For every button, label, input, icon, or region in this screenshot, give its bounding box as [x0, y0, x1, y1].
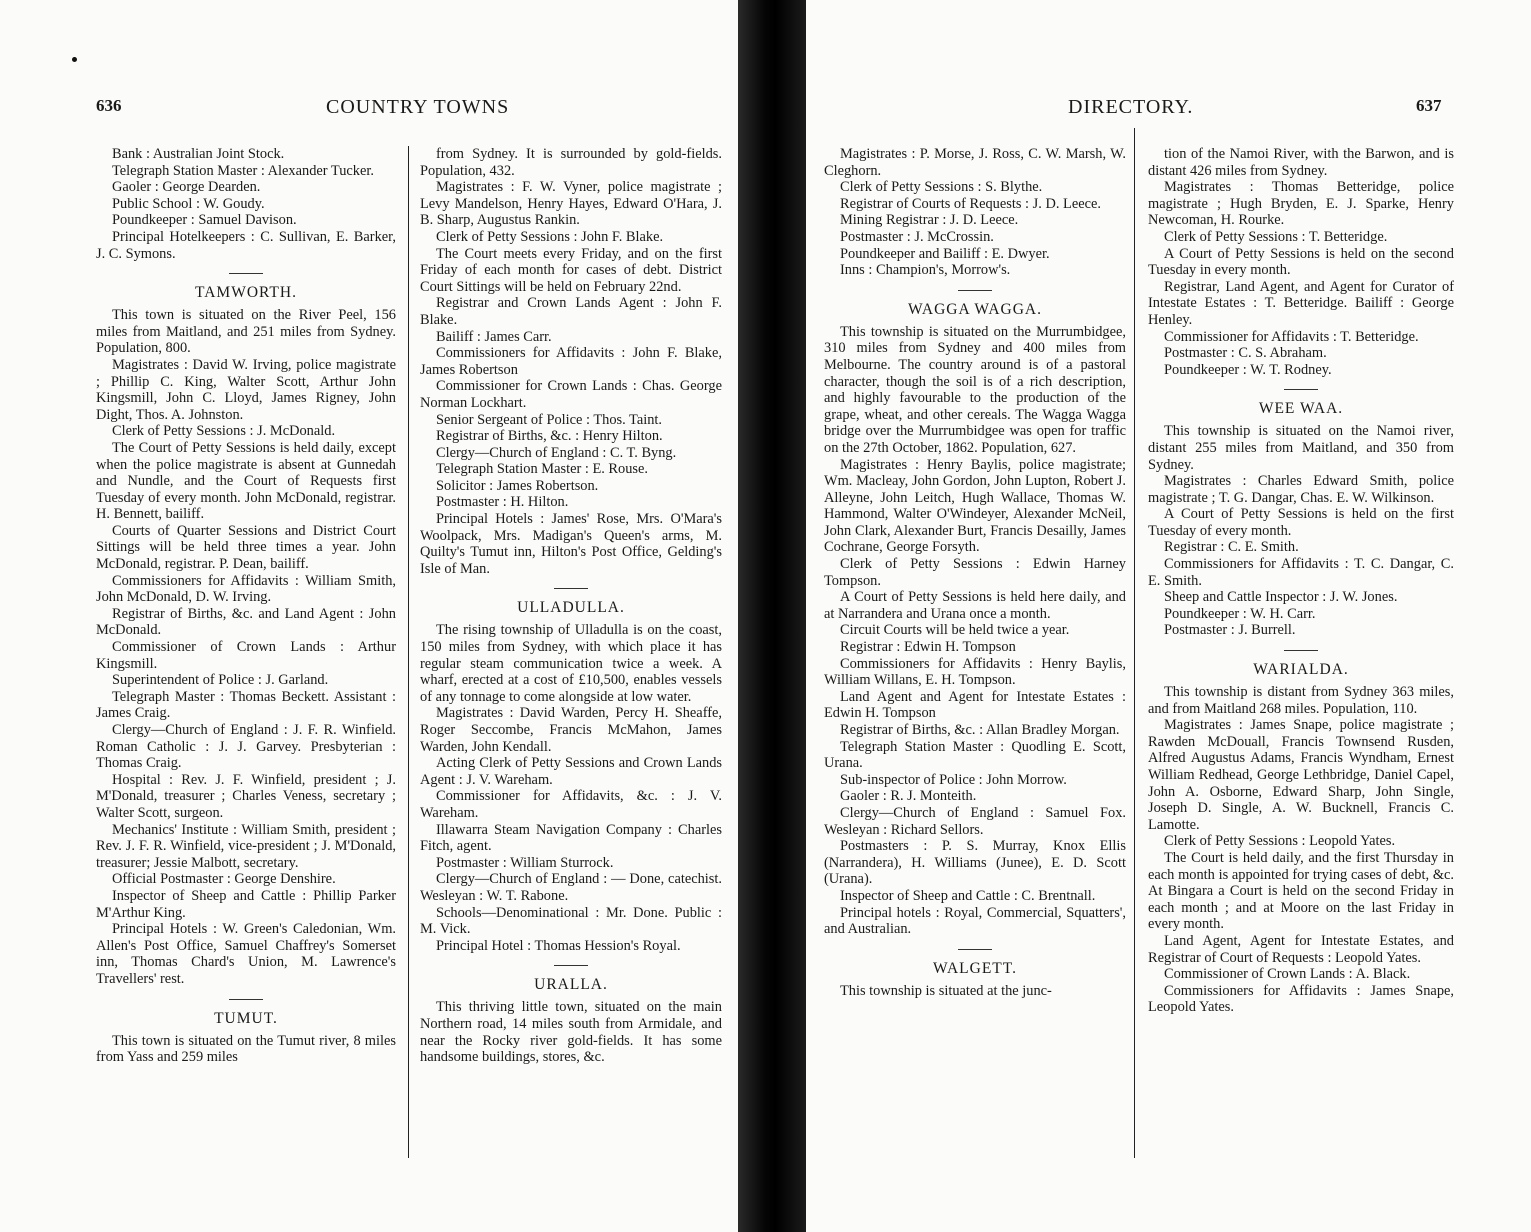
directory-entry: from Sydney. It is surrounded by gold-fields. Population, 432.: [420, 146, 722, 179]
directory-entry: Postmaster : J. Burrell.: [1164, 622, 1296, 639]
directory-entry: Registrar of Births, &c. : Henry Hilton.: [436, 428, 663, 445]
directory-entry: Magistrates : Charles Edward Smith, police magistrate ; T. G. Dangar, Chas. E. W. Wilkinson.: [1148, 473, 1454, 506]
directory-entry: Postmaster : William Sturrock.: [436, 854, 614, 871]
town-heading: ULLADULLA.: [517, 599, 625, 617]
directory-entry: Registrar and Crown Lands Agent : John F. Blake.: [420, 295, 722, 328]
town-heading: WARIALDA.: [1253, 661, 1349, 679]
directory-entry: Commissioners for Affidavits : T. C. Dangar, C. E. Smith.: [1148, 556, 1454, 589]
directory-entry: Principal Hotel : Thomas Hession's Royal.: [436, 937, 681, 954]
directory-entry: Commissioner of Crown Lands : Arthur Kingsmill.: [96, 639, 396, 672]
directory-entry: Gaoler : George Dearden.: [112, 179, 261, 196]
directory-entry: Telegraph Station Master : E. Rouse.: [436, 461, 649, 478]
directory-entry: Magistrates : David W. Irving, police magistrate ; Phillip C. King, Walter Scott, Arthur John Kingsmill, John C. Lloyd, James Rigney, John Dight, Thos. A. Johnston.: [96, 356, 396, 423]
directory-entry: Commissioner for Affidavits : T. Betteridge.: [1164, 328, 1419, 345]
section-rule: [958, 949, 992, 950]
section-rule: [1284, 389, 1318, 390]
directory-entry: Solicitor : James Robertson.: [436, 477, 599, 494]
directory-entry: Principal hotels : Royal, Commercial, Squatters', and Australian.: [824, 904, 1126, 938]
left-page: [0, 0, 738, 1232]
directory-entry: Land Agent and Agent for Intestate Estates : Edwin H. Tompson: [824, 688, 1126, 722]
directory-entry: Telegraph Station Master : Quodling E. Scott, Urana.: [824, 738, 1126, 772]
town-heading: WAGGA WAGGA.: [908, 300, 1042, 318]
directory-entry: Clergy—Church of England : C. T. Byng.: [436, 444, 677, 461]
directory-entry: Commissioner for Crown Lands : Chas. George Norman Lockhart.: [420, 378, 722, 411]
directory-entry: Illawarra Steam Navigation Company : Charles Fitch, agent.: [420, 821, 722, 855]
directory-entry: The Court meets every Friday, and on the first Friday of each month for cases of debt. District Court Sittings will be held on February 22nd.: [420, 245, 722, 295]
town-heading: WALGETT.: [933, 959, 1017, 977]
directory-entry: This town is situated on the Tumut river, 8 miles from Yass and 259 miles: [96, 1032, 396, 1066]
directory-entry: Poundkeeper : W. H. Carr.: [1164, 605, 1316, 622]
column-divider: [1134, 128, 1135, 1158]
directory-entry: Magistrates : Thomas Betteridge, police magistrate ; Hugh Bryden, E. J. Sparke, Henry Newcoman, H. Rourke.: [1148, 179, 1454, 229]
book-gutter: [738, 0, 806, 1232]
left-page-number: 636: [96, 96, 122, 115]
directory-entry: Clerk of Petty Sessions : S. Blythe.: [840, 179, 1043, 196]
directory-entry: Gaoler : R. J. Monteith.: [840, 788, 977, 805]
directory-entry: Magistrates : Henry Baylis, police magistrate; Wm. Macleay, John Gordon, John Lupton, Robert J. Alleyne, John Leitch, Hugh Wallace, Thomas W. Hammond, Walter O'Windeyer, Alexander McNeil, John Clark, Alexander Burt, Francis Desailly, James Cochrane, George Forsyth.: [824, 456, 1126, 556]
directory-entry: Courts of Quarter Sessions and District Court Sittings will be held three times a year. John McDonald, registrar. P. Dean, bailiff.: [96, 522, 396, 573]
directory-entry: Land Agent, Agent for Intestate Estates, and Registrar of Court of Requests : Leopold Yates.: [1148, 932, 1454, 966]
directory-entry: Public School : W. Goudy.: [112, 195, 265, 212]
column-divider: [408, 146, 409, 1158]
town-heading: URALLA.: [534, 976, 608, 994]
directory-entry: Poundkeeper : W. T. Rodney.: [1164, 361, 1332, 378]
directory-entry: Clerk of Petty Sessions : Leopold Yates.: [1164, 833, 1396, 850]
directory-entry: Clergy—Church of England : — Done, catechist. Wesleyan : W. T. Rabone.: [420, 871, 722, 904]
directory-entry: This township is situated on the Namoi river, distant 255 miles from Maitland, and 350 from Sydney.: [1148, 423, 1454, 473]
directory-entry: Telegraph Station Master : Alexander Tucker.: [112, 162, 374, 179]
directory-entry: Inns : Champion's, Morrow's.: [840, 262, 1011, 279]
section-rule: [229, 999, 263, 1000]
directory-entry: Circuit Courts will be held twice a year.: [840, 622, 1070, 639]
directory-entry: Commissioners for Affidavits : John F. Blake, James Robertson: [420, 345, 722, 378]
directory-entry: Bank : Australian Joint Stock.: [112, 146, 285, 162]
right-column-1: [824, 146, 1126, 1164]
section-rule: [1284, 650, 1318, 651]
directory-entry: Official Postmaster : George Denshire.: [112, 871, 336, 888]
directory-entry: Clergy—Church of England : J. F. R. Winfield. Roman Catholic : J. J. Garvey. Presbyterian : Thomas Craig.: [96, 722, 396, 772]
directory-entry: Postmaster : J. McCrossin.: [840, 228, 994, 245]
directory-entry: Schools—Denominational : Mr. Done. Public : M. Vick.: [420, 904, 722, 938]
left-column-2: [420, 146, 722, 1164]
town-heading: TUMUT.: [214, 1009, 278, 1027]
directory-entry: Magistrates : David Warden, Percy H. Sheaffe, Roger Seccombe, Francis McMahon, James Warden, John Kendall.: [420, 705, 722, 755]
directory-entry: Clerk of Petty Sessions : John F. Blake.: [436, 228, 664, 245]
directory-entry: Poundkeeper and Bailiff : E. Dwyer.: [840, 245, 1050, 262]
directory-entry: Acting Clerk of Petty Sessions and Crown Lands Agent : J. V. Wareham.: [420, 755, 722, 788]
directory-entry: Principal Hotelkeepers : C. Sullivan, E. Barker, J. C. Symons.: [96, 228, 396, 262]
directory-entry: This township is situated at the junc-: [840, 982, 1052, 999]
left-running-head: COUNTRY TOWNS: [326, 96, 510, 118]
directory-entry: This town is situated on the River Peel, 156 miles from Maitland, and 251 miles from Sydney. Population, 800.: [96, 307, 396, 357]
directory-entry: Commissioner for Affidavits, &c. : J. V. Wareham.: [420, 788, 722, 821]
directory-entry: A Court of Petty Sessions is held here daily, and at Narrandera and Urana once a month.: [824, 589, 1126, 622]
directory-entry: Commissioners for Affidavits : Henry Baylis, William Willans, E. H. Tompson.: [824, 655, 1126, 689]
section-rule: [229, 273, 263, 274]
right-page-number: 637: [1416, 96, 1442, 115]
directory-entry: Magistrates : P. Morse, J. Ross, C. W. Marsh, W. Cleghorn.: [824, 146, 1126, 179]
right-column-2: [1148, 146, 1454, 1164]
directory-entry: Telegraph Master : Thomas Beckett. Assistant : James Craig.: [96, 688, 396, 722]
directory-entry: The Court of Petty Sessions is held daily, except when the police magistrate is absent at Gunnedah and Nundle, and the Court of Requests first Tuesday of every month. John McDonald, registrar. H. Bennett, bailiff.: [96, 439, 396, 523]
left-column-1: [96, 146, 396, 1164]
directory-entry: Mechanics' Institute : William Smith, president ; Rev. J. F. R. Winfield, vice-president ; J. M'Donald, treasurer; Jessie Malbott, secretary.: [96, 821, 396, 871]
directory-entry: A Court of Petty Sessions is held on the second Tuesday in every month.: [1148, 245, 1454, 279]
directory-entry: Registrar of Courts of Requests : J. D. Leece.: [840, 195, 1101, 212]
directory-entry: Principal Hotels : W. Green's Caledonian, Wm. Allen's Post Office, Samuel Chaffrey's Somerset inn, Thomas Chard's Union, M. Lawrence's Travellers' rest.: [96, 921, 396, 987]
directory-entry: This township is situated on the Murrumbidgee, 310 miles from Sydney and 400 miles from Melbourne. The country around is of a pastoral character, though the soil is of a rich description, and highly favourable to the production of the grape, wheat, and other cereals. The Wagga Wagga bridge over the Murrumbidgee was open for traffic on the 27th October, 1862. Population, 627.: [824, 323, 1126, 456]
right-running-head: DIRECTORY.: [1068, 96, 1194, 118]
directory-entry: Inspector of Sheep and Cattle : C. Brentnall.: [840, 887, 1096, 904]
directory-entry: Commissioners for Affidavits : James Snape, Leopold Yates.: [1148, 982, 1454, 1016]
directory-entry: Postmasters : P. S. Murray, Knox Ellis (Narrandera), H. Williams (Junee), E. D. Scott (Urana).: [824, 838, 1126, 888]
directory-entry: Registrar : Edwin H. Tompson: [840, 639, 1016, 656]
directory-entry: Postmaster : C. S. Abraham.: [1164, 345, 1327, 362]
town-heading: WEE WAA.: [1258, 400, 1344, 418]
directory-entry: Inspector of Sheep and Cattle : Phillip Parker M'Arthur King.: [96, 887, 396, 921]
directory-entry: Registrar : C. E. Smith.: [1164, 539, 1299, 556]
directory-entry: Clerk of Petty Sessions : J. McDonald.: [112, 423, 336, 440]
section-rule: [554, 965, 588, 966]
directory-entry: Poundkeeper : Samuel Davison.: [112, 212, 297, 229]
directory-entry: Sheep and Cattle Inspector : J. W. Jones.: [1164, 589, 1398, 606]
directory-entry: Superintendent of Police : J. Garland.: [112, 672, 329, 689]
directory-entry: Clergy—Church of England : Samuel Fox. Wesleyan : Richard Sellors.: [824, 804, 1126, 838]
directory-entry: Sub-inspector of Police : John Morrow.: [840, 771, 1067, 788]
directory-entry: A Court of Petty Sessions is held on the first Tuesday of every month.: [1148, 506, 1454, 539]
directory-entry: This township is distant from Sydney 363 miles, and from Maitland 268 miles. Population, 110.: [1148, 684, 1454, 717]
directory-entry: Commissioner of Crown Lands : A. Black.: [1164, 966, 1411, 983]
directory-entry: Senior Sergeant of Police : Thos. Taint.: [436, 411, 663, 428]
directory-entry: Magistrates : F. W. Vyner, police magistrate ; Levy Mandelson, Henry Hayes, Edward O'Hara, J. B. Sharp, Augustus Rankin.: [420, 179, 722, 229]
directory-entry: The Court is held daily, and the first Thursday in each month is appointed for trying cases of debt, &c. At Bingara a Court is held on the second Friday in each month ; and at Moore on the last Friday in every month.: [1148, 849, 1454, 933]
directory-entry: The rising township of Ulladulla is on the coast, 150 miles from Sydney, with which place it has regular steam communication twice a week. A wharf, erected at a cost of £10,500, enables vessels of any tonnage to come alongside at low water.: [420, 622, 722, 705]
directory-entry: Commissioners for Affidavits : William Smith, John McDonald, D. W. Irving.: [96, 572, 396, 606]
directory-entry: Postmaster : H. Hilton.: [436, 494, 569, 511]
directory-entry: Registrar of Births, &c. and Land Agent : John McDonald.: [96, 605, 396, 639]
right-page: [806, 0, 1531, 1232]
directory-entry: Mining Registrar : J. D. Leece.: [840, 212, 1019, 229]
directory-entry: Registrar, Land Agent, and Agent for Curator of Intestate Estates : T. Betteridge. Bailiff : George Henley.: [1148, 278, 1454, 328]
directory-entry: This thriving little town, situated on the main Northern road, 14 miles south from Armidale, and near the Rocky river gold-fields. It has some handsome buildings, stores, &c.: [420, 999, 722, 1066]
directory-entry: Clerk of Petty Sessions : Edwin Harney Tompson.: [824, 556, 1126, 589]
directory-entry: Registrar of Births, &c. : Allan Bradley Morgan.: [840, 722, 1120, 738]
directory-entry: Bailiff : James Carr.: [436, 328, 552, 345]
directory-entry: Hospital : Rev. J. F. Winfield, president ; J. M'Donald, treasurer ; Charles Veness, secretary ; Walter Scott, surgeon.: [96, 771, 396, 821]
town-heading: TAMWORTH.: [195, 284, 297, 302]
directory-entry: Principal Hotels : James' Rose, Mrs. O'Mara's Woolpack, Mrs. Madigan's Queen's arms, M. Quilty's Tumut inn, Hilton's Post Office, Gelding's Isle of Man.: [420, 511, 722, 577]
section-rule: [554, 588, 588, 589]
section-rule: [958, 290, 992, 291]
directory-entry: tion of the Namoi River, with the Barwon, and is distant 426 miles from Sydney.: [1148, 146, 1454, 179]
ink-speck: [72, 57, 77, 62]
directory-entry: Magistrates : James Snape, police magistrate ; Rawden McDouall, Francis Townsend Rusden, Alfred Augustus Adams, Francis Wyndham, Ernest William Redhead, George Lethbridge, Daniel Capel, John A. Osborne, Edward Sharp, John Single, Joseph D. Single, A. W. Bucknell, Francis C. Lamotte.: [1148, 717, 1454, 833]
directory-entry: Clerk of Petty Sessions : T. Betteridge.: [1164, 228, 1388, 245]
